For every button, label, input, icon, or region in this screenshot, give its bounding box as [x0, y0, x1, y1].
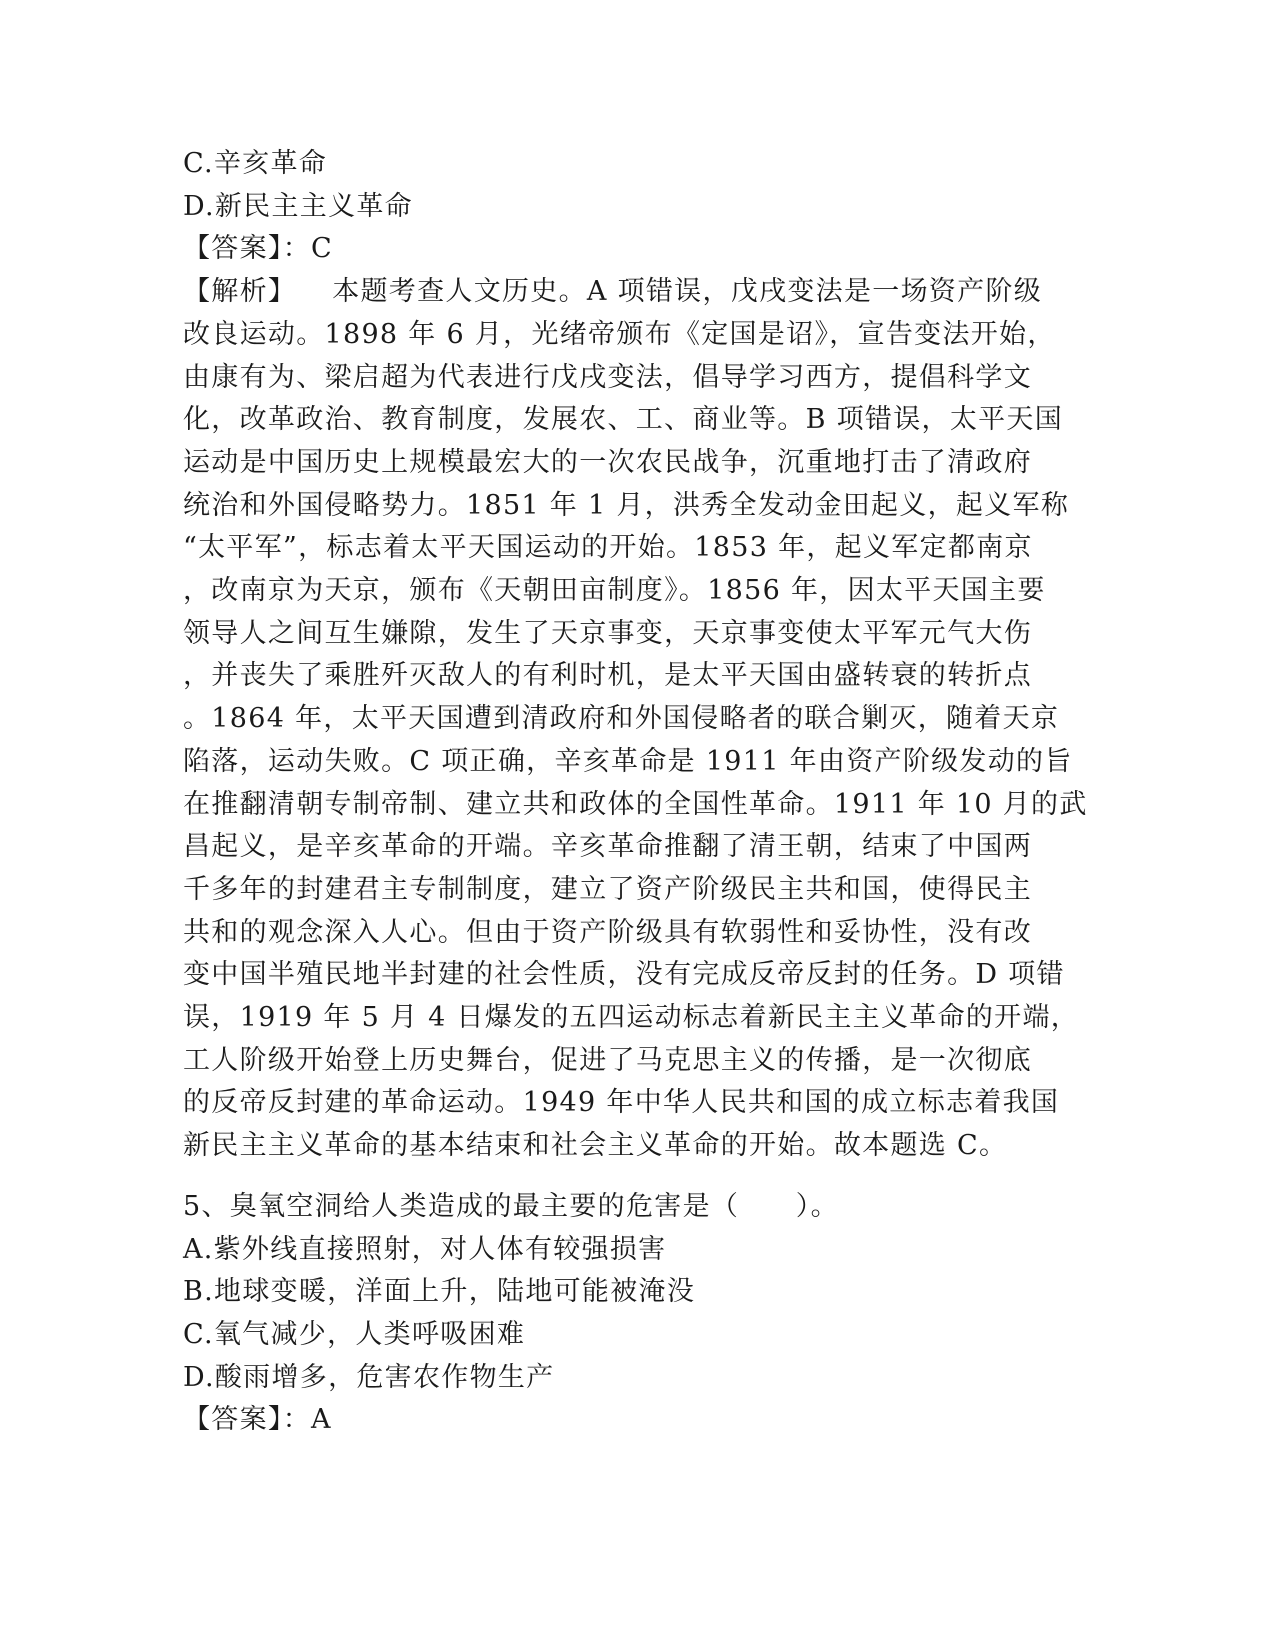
q4-option-d: D.新民主主义革命 — [183, 190, 413, 222]
q4-analysis-line: 。1864 年，太平天国遭到清政府和外国侵略者的联合剿灭，随着天京 — [183, 703, 1060, 735]
q4-analysis-line: ，改南京为天京，颁布《天朝田亩制度》。1856 年，因太平天国主要 — [183, 575, 1046, 607]
q4-analysis-line: 千多年的封建君主专制制度，建立了资产阶级民主共和国，使得民主 — [183, 873, 1032, 905]
q4-analysis-line: 在推翻清朝专制帝制、建立共和政体的全国性革命。1911 年 10 月的武 — [183, 788, 1088, 820]
question-spacer — [183, 1168, 1083, 1186]
q4-analysis-line: 统治和外国侵略势力。1851 年 1 月，洪秀全发动金田起义，起义军称 — [183, 489, 1070, 521]
q4-option-c: C.辛亥革命 — [183, 148, 328, 179]
q4-analysis-line: 误，1919 年 5 月 4 日爆发的五四运动标志着新民主主义革命的开端， — [183, 1002, 1080, 1034]
q5-question: 5、臭氧空洞给人类造成的最主要的危害是（ ）。 — [183, 1190, 839, 1222]
q4-analysis-line: 领导人之间互生嫌隙，发生了天京事变，天京事变使太平军元气大伤 — [183, 617, 1032, 649]
q4-analysis-line: 变中国半殖民地半封建的社会性质，没有完成反帝反封的任务。D 项错 — [183, 959, 1065, 991]
q5-option-c: C.氧气减少，人类呼吸困难 — [183, 1318, 526, 1350]
q5-answer: 【答案】：A — [183, 1404, 332, 1436]
q5-option-d: D.酸雨增多，危害农作物生产 — [183, 1361, 555, 1393]
q4-analysis-line: 共和的观念深入人心。但由于资产阶级具有软弱性和妥协性，没有改 — [183, 916, 1032, 948]
q4-analysis-line: 的反帝反封建的革命运动。1949 年中华人民共和国的成立标志着我国 — [183, 1087, 1060, 1119]
q4-analysis-line: 化，改革政治、教育制度，发展农、工、商业等。B 项错误，太平天国 — [183, 404, 1064, 436]
q4-analysis-line: 新民主主义革命的基本结束和社会主义革命的开始。故本题选 C。 — [183, 1130, 1008, 1162]
q4-analysis-line: 由康有为、梁启超为代表进行戊戌变法，倡导学习西方，提倡科学文 — [183, 361, 1032, 393]
q4-answer: 【答案】：C — [183, 233, 333, 265]
q4-analysis-line: ，并丧失了乘胜歼灭敌人的有利时机，是太平天国由盛转衰的转折点 — [183, 660, 1032, 692]
q4-analysis-line: 工人阶级开始登上历史舞台，促进了马克思主义的传播，是一次彻底 — [183, 1044, 1032, 1076]
q4-analysis-line: 陷落，运动失败。C 项正确，辛亥革命是 1911 年由资产阶级发动的旨 — [183, 745, 1073, 777]
q5-option-a: A.紫外线直接照射，对人体有较强损害 — [183, 1233, 667, 1265]
q4-analysis-line: 昌起义，是辛亥革命的开端。辛亥革命推翻了清王朝，结束了中国两 — [183, 831, 1032, 863]
q4-analysis-line: “太平军”，标志着太平天国运动的开始。1853 年，起义军定都南京 — [183, 532, 1033, 564]
q4-analysis-line: 运动是中国历史上规模最宏大的一次农民战争，沉重地打击了清政府 — [183, 446, 1032, 478]
q4-analysis-label: 【解析】 — [183, 276, 297, 308]
q5-option-b: B.地球变暖，洋面上升，陆地可能被淹没 — [183, 1276, 696, 1308]
q4-analysis-line: 改良运动。1898 年 6 月，光绪帝颁布《定国是诏》，宣告变法开始， — [183, 318, 1056, 350]
document-page — [183, 143, 1088, 1442]
q4-analysis-text: 本题考查人文历史。A 项错误，戊戌变法是一场资产阶级 — [332, 276, 1043, 308]
q4-analysis-first-line — [183, 271, 1083, 314]
